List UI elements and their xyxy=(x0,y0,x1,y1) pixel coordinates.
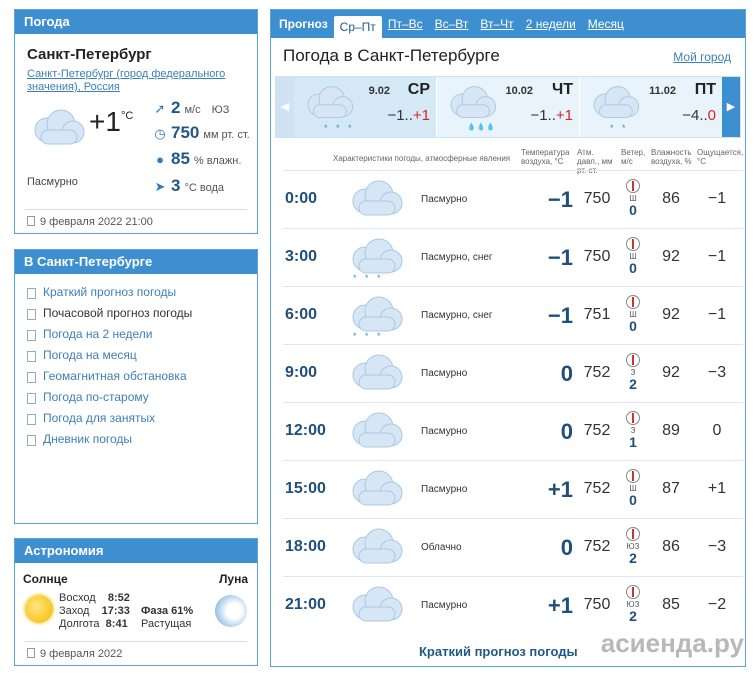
row-description: Пасмурно xyxy=(421,484,468,495)
water-param: ➤ 3 °C вода xyxy=(154,176,224,195)
table-header xyxy=(271,146,747,175)
row-description: Пасмурно, снег xyxy=(421,310,493,321)
snow-icon: * * * xyxy=(353,331,384,341)
row-wind xyxy=(621,411,645,449)
row-description: Облачно xyxy=(421,542,462,553)
wind-param: ➚ 2 м/с ЮЗ xyxy=(154,98,230,117)
cloud-icon xyxy=(347,467,405,516)
row-humidity: 85 xyxy=(662,596,680,613)
row-wind xyxy=(621,527,645,565)
current-weather-date: 9 февраля 2022 21:00 xyxy=(25,209,247,233)
row-wind-speed: 1 xyxy=(629,434,637,450)
compass-icon xyxy=(626,527,640,541)
table-row xyxy=(283,402,743,460)
moon-icon xyxy=(215,595,247,627)
current-weather-header: Погода xyxy=(15,10,257,34)
compass-icon xyxy=(626,353,640,367)
table-row xyxy=(283,460,743,518)
col-head-temp: Температура воздуха, °С xyxy=(521,148,570,166)
tab-fri-sun[interactable]: Пт–Вс xyxy=(387,17,423,31)
calendar-icon xyxy=(27,216,35,226)
table-row xyxy=(283,518,743,576)
sun-icon xyxy=(25,595,53,623)
cloud-icon xyxy=(347,409,405,458)
row-time: 3:00 xyxy=(285,248,318,265)
table-row xyxy=(283,286,743,344)
next-day-arrow-icon[interactable]: ▶ xyxy=(722,77,740,137)
row-time: 9:00 xyxy=(285,364,318,381)
row-pressure: 752 xyxy=(583,364,611,381)
col-head-wind: Ветер, м/с xyxy=(621,148,646,166)
droplet-icon: ● xyxy=(156,152,164,167)
row-wind-speed: 0 xyxy=(629,202,637,218)
row-time: 18:00 xyxy=(285,538,326,555)
col-head-conditions: Характеристики погоды, атмосферные явления xyxy=(333,154,511,163)
current-description: Пасмурно xyxy=(27,176,78,188)
row-feels-like: −1 xyxy=(707,190,727,207)
compass-icon xyxy=(626,411,640,425)
city-links-panel xyxy=(14,249,258,524)
row-wind-direction: З xyxy=(630,368,636,377)
row-wind-speed: 2 xyxy=(629,550,637,566)
table-row xyxy=(283,344,743,402)
row-wind xyxy=(621,295,645,333)
col-head-feels: Ощущается, °С xyxy=(697,148,744,166)
col-head-pressure: Атм. давл., мм рт. ст. xyxy=(577,148,613,175)
col-head-humidity: Влажность воздуха, % xyxy=(651,148,692,166)
row-temperature: −1 xyxy=(547,187,573,212)
row-wind xyxy=(621,353,645,391)
my-city-link[interactable]: Мой город xyxy=(673,50,731,64)
row-pressure: 752 xyxy=(583,422,611,439)
day-card-wed[interactable]: * * * 9.02 СР −1..+1 xyxy=(294,77,437,137)
row-pressure: 752 xyxy=(583,480,611,497)
current-weather-panel xyxy=(14,9,258,234)
row-time: 15:00 xyxy=(285,480,326,497)
snow-icon: * * xyxy=(610,123,629,133)
sunset: Заход 17:33 xyxy=(59,605,130,617)
prev-day-arrow-icon[interactable]: ◀ xyxy=(276,77,294,137)
row-time: 6:00 xyxy=(285,306,318,323)
link-short-forecast[interactable]: Краткий прогноз погоды xyxy=(25,282,247,303)
row-humidity: 92 xyxy=(662,364,680,381)
forecast-panel xyxy=(270,9,746,667)
astronomy-panel xyxy=(14,538,258,666)
row-feels-like: −3 xyxy=(707,538,727,555)
compass-icon xyxy=(626,295,640,309)
cloud-icon xyxy=(29,106,87,155)
table-row xyxy=(283,576,743,634)
row-humidity: 89 xyxy=(662,422,680,439)
compass-icon xyxy=(626,469,640,483)
sun-label: Солнце xyxy=(23,572,68,586)
row-wind-direction: Ш xyxy=(629,252,637,261)
row-time: 12:00 xyxy=(285,422,326,439)
row-feels-like: +1 xyxy=(707,480,727,497)
snow-icon: * * * xyxy=(353,273,384,283)
fish-icon: ➤ xyxy=(154,179,166,194)
row-wind-direction: Ш xyxy=(629,484,637,493)
cloud-icon xyxy=(445,83,499,128)
city-links-header: В Санкт-Петербурге xyxy=(15,250,257,274)
row-temperature: 0 xyxy=(560,535,573,560)
region-link[interactable]: Санкт-Петербург (город федерального значения), Россия xyxy=(27,68,226,93)
row-time: 21:00 xyxy=(285,596,326,613)
compass-icon xyxy=(626,237,640,251)
tab-wed-fri[interactable]: Ср–Пт xyxy=(334,16,382,38)
row-humidity: 92 xyxy=(662,306,680,323)
row-humidity: 86 xyxy=(662,538,680,555)
cloud-icon xyxy=(588,83,642,128)
compass-icon xyxy=(626,179,640,193)
row-wind-direction: Ш xyxy=(629,194,637,203)
current-temperature: $+1^{^\circ C}$ xyxy=(89,106,134,137)
link-busy[interactable]: Погода для занятых xyxy=(25,408,247,429)
astronomy-date: 9 февраля 2022 xyxy=(25,641,247,665)
cloud-icon xyxy=(347,583,405,632)
row-temperature: −1 xyxy=(547,245,573,270)
day-selector xyxy=(275,76,741,138)
row-pressure: 750 xyxy=(583,190,611,207)
cloud-icon xyxy=(347,525,405,574)
row-temperature: 0 xyxy=(560,361,573,386)
snow-icon: * * * xyxy=(324,123,355,133)
row-wind xyxy=(621,585,645,623)
short-forecast-link[interactable]: Краткий прогноз погоды xyxy=(419,644,578,659)
row-pressure: 751 xyxy=(583,306,611,323)
row-feels-like: 0 xyxy=(712,422,722,439)
humidity-param: ● 85 % влажн. xyxy=(153,149,241,169)
row-humidity: 87 xyxy=(662,480,680,497)
row-description: Пасмурно xyxy=(421,426,468,437)
moon-trend: Растущая xyxy=(141,618,192,630)
table-row xyxy=(283,228,743,286)
sunrise: Восход 8:52 xyxy=(59,592,130,604)
row-pressure: 752 xyxy=(583,538,611,555)
row-wind-speed: 0 xyxy=(629,318,637,334)
row-wind xyxy=(621,179,645,217)
row-wind-direction: ЮЗ xyxy=(626,542,640,551)
row-wind-direction: Ш xyxy=(629,310,637,319)
forecast-title: Погода в Санкт-Петербурге xyxy=(283,46,500,65)
tab-2-weeks[interactable]: 2 недели xyxy=(525,17,576,31)
astronomy-header: Астрономия xyxy=(15,539,257,563)
tab-month[interactable]: Месяц xyxy=(587,17,624,31)
cloud-icon xyxy=(347,351,405,400)
link-diary[interactable]: Дневник погоды xyxy=(25,429,247,450)
watermark: асиенда.ру xyxy=(600,628,744,658)
link-hourly-forecast[interactable]: Почасовой прогноз погоды xyxy=(25,303,247,324)
row-wind-speed: 2 xyxy=(629,608,637,624)
rain-icon: 💧💧💧 xyxy=(467,124,497,131)
row-temperature: −1 xyxy=(547,303,573,328)
row-wind-speed: 2 xyxy=(629,376,637,392)
pressure-param: ◷ 750 мм рт. ст. xyxy=(154,123,250,142)
calendar-icon xyxy=(27,648,35,658)
cloud-icon xyxy=(347,177,405,226)
tab-sun-tue[interactable]: Вс–Вт xyxy=(434,17,469,31)
link-old-style[interactable]: Погода по-старому xyxy=(25,387,247,408)
row-wind-speed: 0 xyxy=(629,492,637,508)
row-description: Пасмурно xyxy=(421,600,468,611)
row-temperature: +1 xyxy=(547,477,573,502)
link-2-weeks[interactable]: Погода на 2 недели xyxy=(25,324,247,345)
row-time: 0:00 xyxy=(285,190,318,207)
moon-label: Луна xyxy=(219,572,249,586)
row-humidity: 86 xyxy=(662,190,680,207)
row-wind xyxy=(621,469,645,507)
row-wind xyxy=(621,237,645,275)
forecast-tabs xyxy=(271,10,745,38)
link-month[interactable]: Погода на месяц xyxy=(25,345,247,366)
city-name: Санкт-Петербург xyxy=(27,46,152,63)
tab-tue-thu[interactable]: Вт–Чт xyxy=(480,17,514,31)
row-wind-direction: З xyxy=(630,426,636,435)
row-wind-direction: ЮЗ xyxy=(626,600,640,609)
wind-arrow-icon: ➚ xyxy=(154,101,166,116)
table-row xyxy=(283,170,743,228)
day-card-fri[interactable]: * * 11.02 ПТ −4..0 xyxy=(580,77,723,137)
compass-icon xyxy=(626,585,640,599)
row-feels-like: −2 xyxy=(707,596,727,613)
hourly-table xyxy=(283,170,743,634)
city-links-list xyxy=(15,274,257,458)
cloud-icon xyxy=(302,83,356,128)
row-feels-like: −1 xyxy=(707,306,727,323)
gauge-icon: ◷ xyxy=(154,126,166,141)
row-description: Пасмурно xyxy=(421,368,468,379)
row-pressure: 750 xyxy=(583,596,611,613)
row-description: Пасмурно, снег xyxy=(421,252,493,263)
row-feels-like: −1 xyxy=(707,248,727,265)
day-card-thu[interactable]: 💧💧💧 10.02 ЧТ −1..+1 xyxy=(437,77,580,137)
row-description: Пасмурно xyxy=(421,194,468,205)
link-geomagnetic[interactable]: Геомагнитная обстановка xyxy=(25,366,247,387)
row-temperature: 0 xyxy=(560,419,573,444)
day-length: Долгота 8:41 xyxy=(59,618,128,630)
row-wind-speed: 0 xyxy=(629,260,637,276)
row-humidity: 92 xyxy=(662,248,680,265)
row-temperature: +1 xyxy=(547,593,573,618)
row-feels-like: −3 xyxy=(707,364,727,381)
moon-phase: Фаза 61% xyxy=(141,605,194,617)
tab-forecast[interactable]: Прогноз xyxy=(279,17,328,31)
row-pressure: 750 xyxy=(583,248,611,265)
